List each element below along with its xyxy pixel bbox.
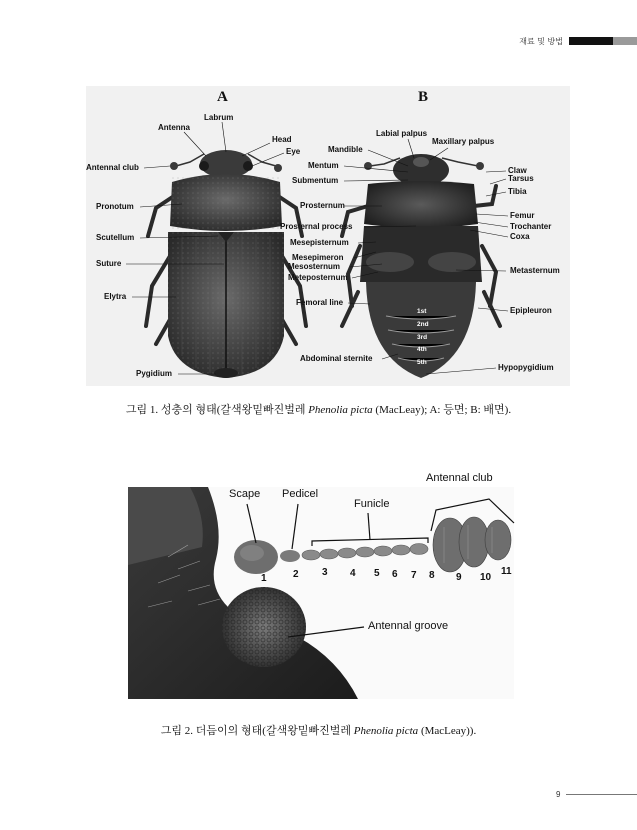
segment-number-4: 4: [350, 568, 356, 579]
label-prosternal-process: Prosternal process: [280, 222, 353, 231]
label-antennal-club-b: Antennal club: [426, 472, 493, 484]
segment-number-9: 9: [456, 572, 462, 583]
figure-2-caption: [0, 722, 637, 738]
label-scape: Scape: [229, 488, 261, 500]
segment-number-11: 11: [501, 566, 512, 577]
label-hypopygidium: Hypopygidium: [498, 363, 554, 372]
label-antennal-groove: Antennal groove: [368, 620, 449, 632]
page-number: 9: [556, 790, 561, 799]
label-claw: Claw: [508, 166, 527, 175]
label-maxillary-palpus: Maxillary palpus: [432, 137, 495, 146]
figure-1-caption-species: Phenolia picta: [308, 404, 373, 416]
segment-number-3: 3: [322, 567, 328, 578]
panel-label-a: A: [217, 89, 228, 105]
label-coxa: Coxa: [510, 232, 530, 241]
figure-1: [86, 86, 570, 386]
label-head: Head: [272, 135, 292, 144]
label-elytra: Elytra: [104, 292, 127, 301]
segment-number-2: 2: [293, 569, 299, 580]
label-meteposternum: Meteposternum: [288, 273, 348, 282]
segment-number-7: 7: [411, 570, 417, 581]
segment-number-5: 5: [374, 568, 380, 579]
figure-2-caption-suffix: (MacLeay)).: [418, 725, 477, 737]
segment-number-1: 1: [261, 573, 267, 584]
label-antennal-club-a: Antennal club: [86, 163, 139, 172]
label-antenna: Antenna: [158, 123, 190, 132]
panel-label-b: B: [418, 89, 429, 105]
segment-number-8: 8: [429, 570, 435, 581]
label-scutellum: Scutellum: [96, 233, 135, 242]
figure-2: [128, 472, 514, 699]
segment-1st: 1st: [417, 308, 427, 315]
label-mesepisternum: Mesepisternum: [290, 238, 349, 247]
label-funicle: Funicle: [354, 498, 390, 510]
figure-2-caption-species: Phenolia picta: [353, 725, 419, 737]
label-mesosternum: Mesosternum: [288, 262, 341, 271]
footer-rule: [566, 794, 637, 795]
label-epipleuron: Epipleuron: [510, 306, 552, 315]
label-pygidium: Pygidium: [136, 369, 173, 378]
segment-4th: 4th: [417, 346, 427, 353]
label-prosternum: Prosternum: [300, 201, 345, 210]
label-tibia: Tibia: [508, 187, 527, 196]
label-eye: Eye: [286, 147, 301, 156]
figure-1-caption-prefix: 그림 1. 성충의 형태(갈색왕밑빠진벌레: [125, 404, 309, 416]
label-submentum: Submentum: [292, 176, 339, 185]
segment-2nd: 2nd: [417, 321, 429, 328]
segment-3rd: 3rd: [417, 334, 428, 341]
section-title: 재료 및 방법: [519, 36, 563, 46]
figure-2-antenna-illustration: [128, 487, 514, 699]
label-labial-palpus: Labial palpus: [376, 129, 428, 138]
beetle-ventral: [342, 154, 500, 378]
segment-5th: 5th: [417, 359, 427, 366]
label-suture: Suture: [96, 259, 122, 268]
segment-number-10: 10: [480, 572, 492, 583]
label-labrum: Labrum: [204, 113, 234, 122]
segment-number-6: 6: [392, 569, 398, 580]
label-femoral-line: Femoral line: [296, 298, 344, 307]
running-head: [519, 34, 637, 48]
figure-2-caption-prefix: 그림 2. 더듬이의 형태(갈색왕밑빠진벌레: [160, 725, 354, 737]
header-bar-dark: [569, 37, 613, 45]
label-pedicel: Pedicel: [282, 488, 319, 500]
header-bar-light: [613, 37, 637, 45]
label-mentum: Mentum: [308, 161, 339, 170]
label-metasternum: Metasternum: [510, 266, 560, 275]
figure-1-caption-suffix: (MacLeay); A: 등면; B: 배면).: [372, 404, 512, 416]
label-trochanter: Trochanter: [510, 222, 552, 231]
label-mesepimeron: Mesepimeron: [292, 253, 344, 262]
label-mandible: Mandible: [328, 145, 363, 154]
label-tarsus: Tarsus: [508, 174, 534, 183]
figure-1-caption: [0, 401, 637, 417]
label-abdominal-sternite: Abdominal sternite: [300, 354, 373, 363]
label-femur: Femur: [510, 211, 535, 220]
label-pronotum: Pronotum: [96, 202, 134, 211]
